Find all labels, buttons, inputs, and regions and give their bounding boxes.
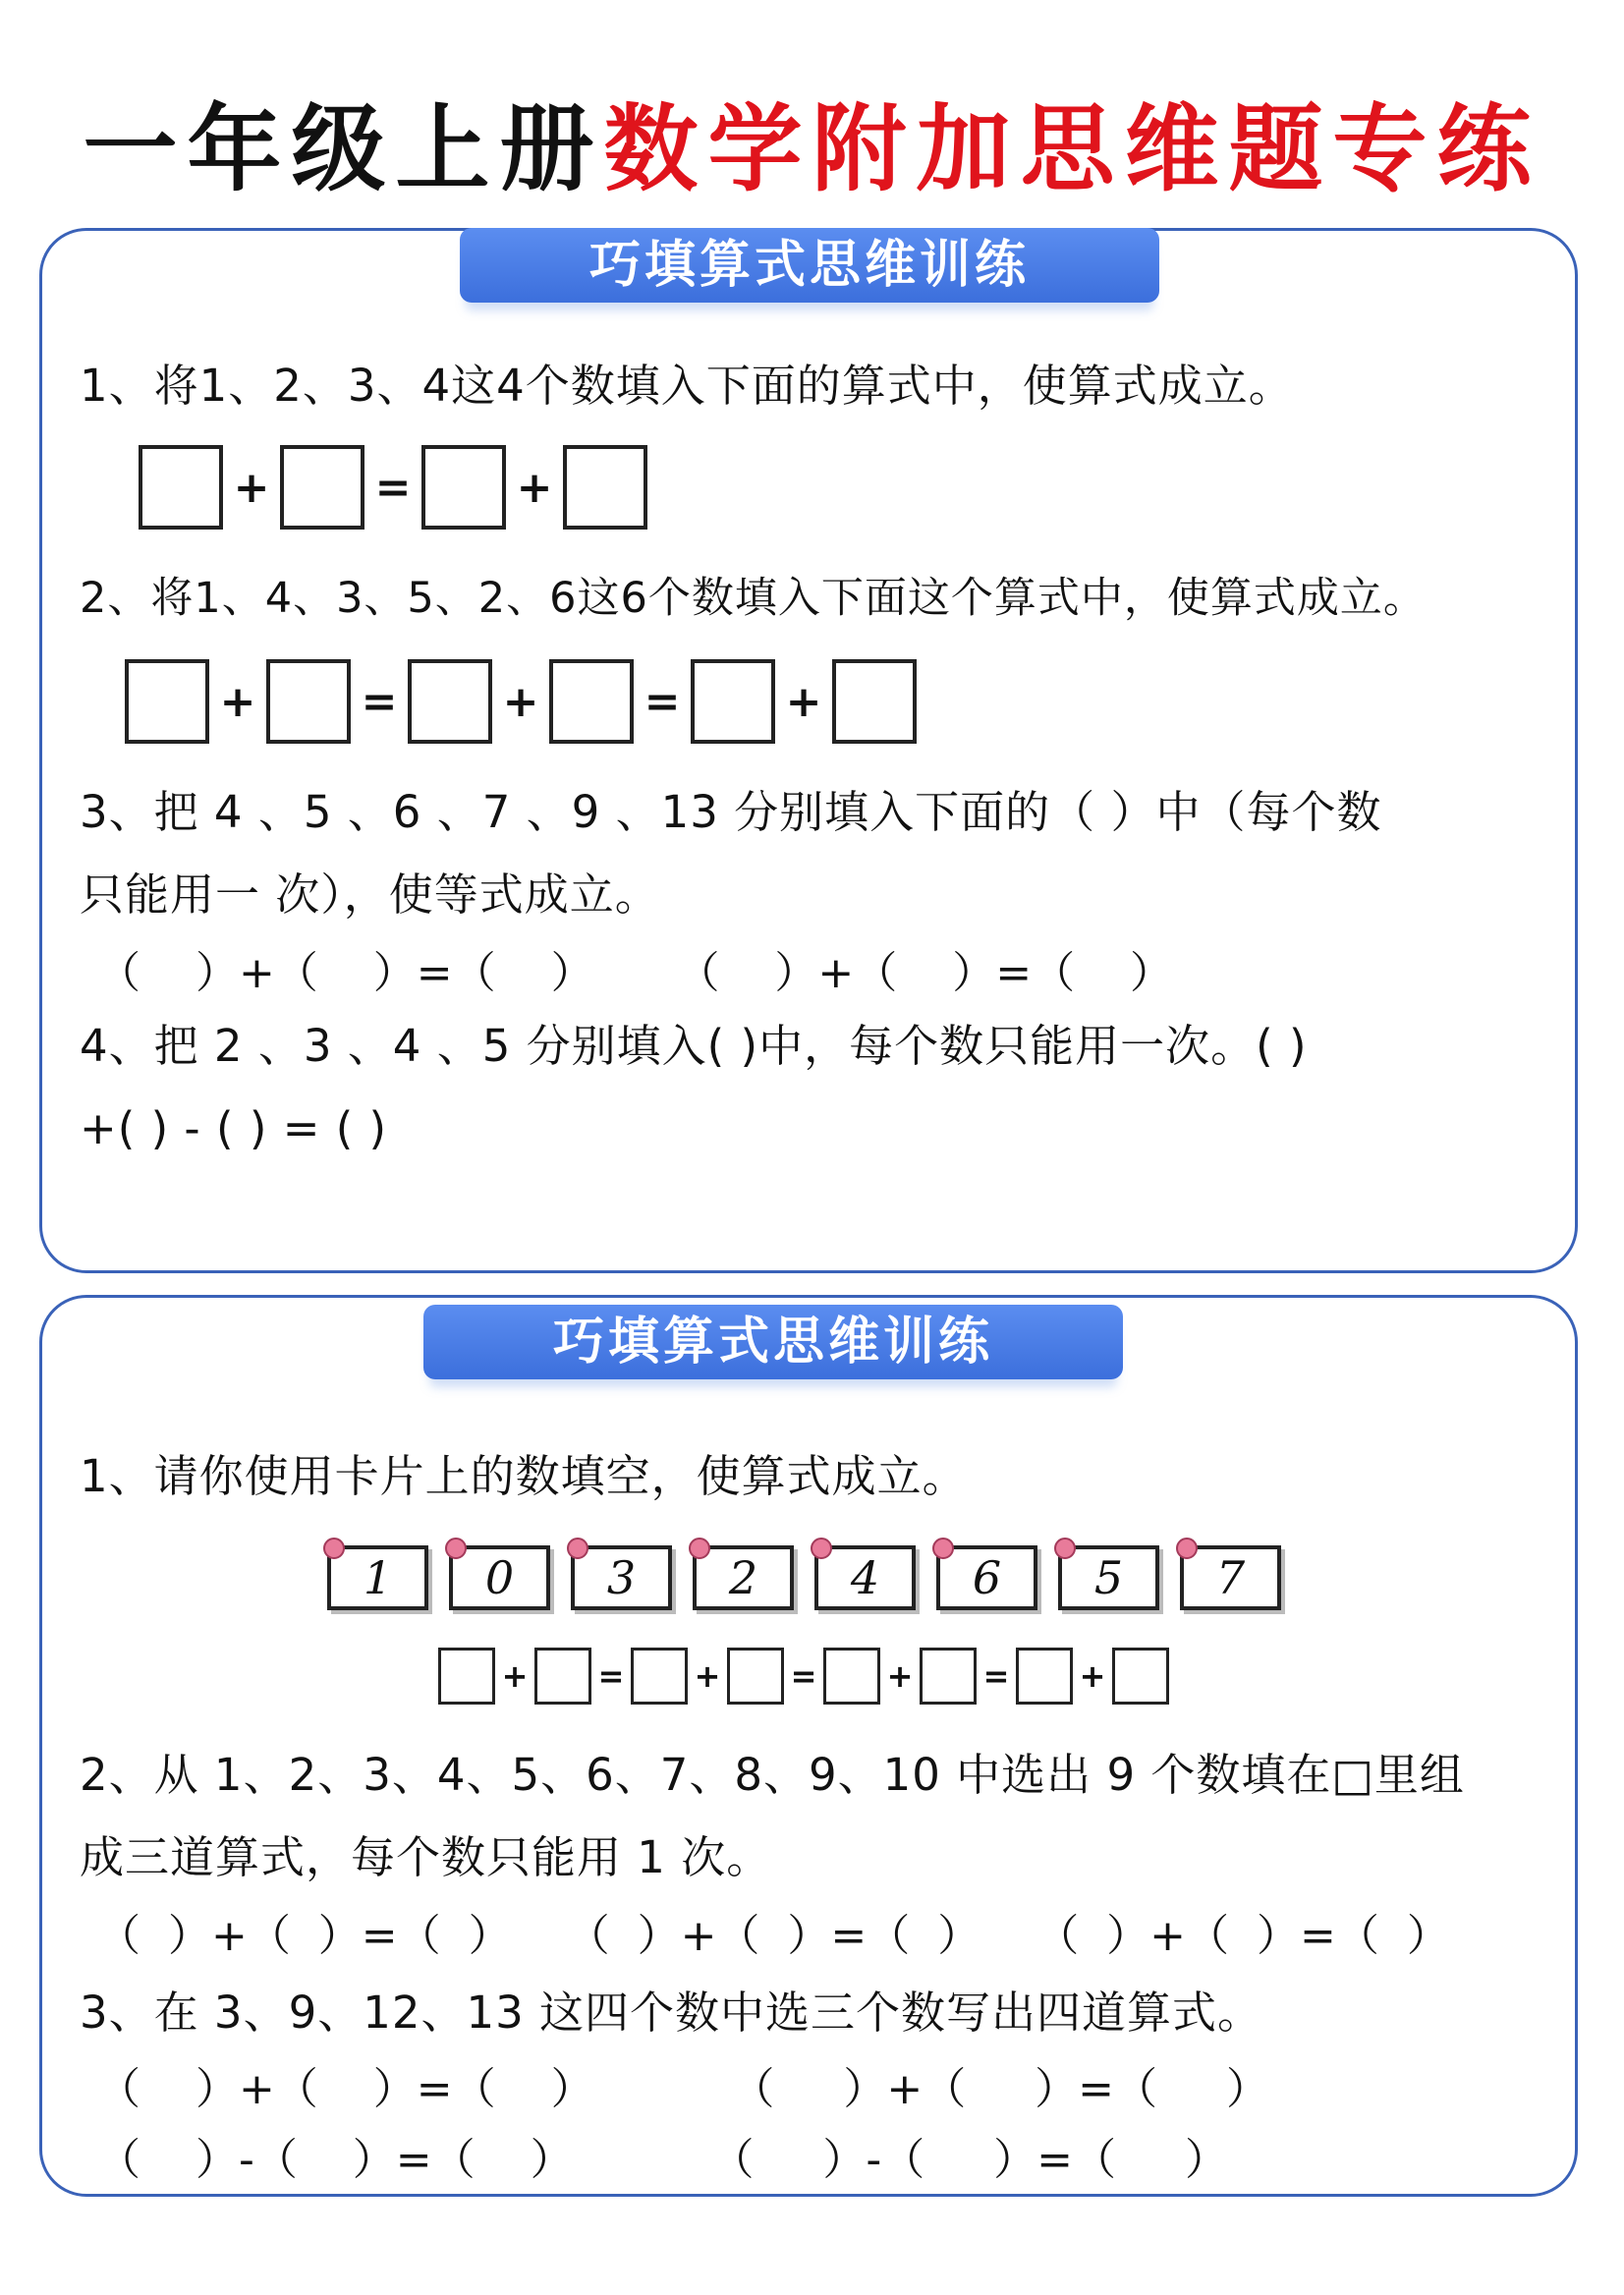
answer-box[interactable] (139, 445, 223, 530)
pin-icon (445, 1538, 467, 1559)
answer-box[interactable] (1016, 1648, 1073, 1705)
card-value: 3 (606, 1551, 637, 1604)
operator: + (233, 462, 270, 513)
number-card[interactable] (693, 1545, 794, 1610)
pin-icon (1176, 1538, 1198, 1559)
pin-icon (567, 1538, 588, 1559)
answer-box[interactable] (727, 1648, 784, 1705)
operator: + (785, 676, 822, 727)
question-2-line-1: 2、从 1、2、3、4、5、6、7、8、9、10 中选出 9 个数填在□里组 (80, 1749, 1465, 1801)
number-card[interactable] (327, 1545, 428, 1610)
answer-box[interactable] (631, 1648, 688, 1705)
answer-box[interactable] (534, 1648, 591, 1705)
question-3-line-1: 3、把 4 、5 、6 、7 、9 、13 分别填入下面的（ ）中（每个数 (80, 786, 1382, 838)
operator: + (1079, 1657, 1106, 1695)
operator: + (694, 1657, 721, 1695)
answer-box[interactable] (438, 1648, 495, 1705)
equation-q3-sub: （ ）-（ ）=（ ） （ ）-（ ）=（ ） (97, 2135, 1228, 2185)
answer-box[interactable] (691, 659, 775, 744)
operator: = (644, 676, 681, 727)
operator: + (886, 1657, 914, 1695)
operator: = (982, 1657, 1010, 1695)
pin-icon (323, 1538, 345, 1559)
equation-q1 (139, 445, 647, 530)
operator: = (361, 676, 398, 727)
equation-q2: （ ）+（ ）=（ ） （ ）+（ ）=（ ） （ ）+（ ）=（ ） (97, 1911, 1450, 1961)
equation-q2 (125, 659, 917, 744)
operator: + (502, 676, 539, 727)
answer-box[interactable] (823, 1648, 880, 1705)
answer-box[interactable] (421, 445, 506, 530)
question-2-line-2: 成三道算式，每个数只能用 1 次。 (80, 1831, 772, 1883)
exercise-panel-1 (39, 228, 1578, 1273)
operator: + (516, 462, 553, 513)
card-value: 0 (484, 1551, 515, 1604)
number-card[interactable] (936, 1545, 1037, 1610)
section-banner: 巧填算式思维训练 (460, 228, 1159, 303)
number-card[interactable] (1180, 1545, 1281, 1610)
equation-cards (438, 1648, 1169, 1705)
section-banner: 巧填算式思维训练 (423, 1305, 1123, 1379)
number-card[interactable] (449, 1545, 550, 1610)
operator: = (374, 462, 412, 513)
question-4-line-1: 4、把 2 、3 、4 、5 分别填入( )中，每个数只能用一次。( ) (80, 1020, 1308, 1072)
card-value: 6 (972, 1551, 1002, 1604)
exercise-panel-2 (39, 1295, 1578, 2197)
answer-box[interactable] (266, 659, 351, 744)
title-black: 一年级上册 (83, 93, 604, 204)
operator: + (219, 676, 256, 727)
question-4-line-2: +( ) - ( ) = ( ) (80, 1102, 388, 1154)
question-2: 2、将1、4、3、5、2、6这6个数填入下面这个算式中，使算式成立。 (80, 574, 1427, 623)
page-title (0, 90, 1624, 208)
pin-icon (1054, 1538, 1076, 1559)
answer-box[interactable] (125, 659, 209, 744)
answer-box[interactable] (549, 659, 634, 744)
answer-box[interactable] (1112, 1648, 1169, 1705)
answer-box[interactable] (280, 445, 364, 530)
operator: + (501, 1657, 529, 1695)
number-card[interactable] (571, 1545, 672, 1610)
pin-icon (932, 1538, 954, 1559)
answer-box[interactable] (832, 659, 917, 744)
card-value: 7 (1215, 1551, 1246, 1604)
title-red: 数学附加思维题专练 (603, 93, 1541, 204)
question-3: 3、在 3、9、12、13 这四个数中选三个数写出四道算式。 (80, 1987, 1263, 2039)
equation-q3-add: （ ）+（ ）=（ ） （ ）+（ ）=（ ） (97, 2064, 1269, 2114)
card-value: 4 (850, 1551, 880, 1604)
number-card[interactable] (1058, 1545, 1159, 1610)
question-3-line-2: 只能用一 次），使等式成立。 (80, 868, 660, 921)
operator: = (790, 1657, 817, 1695)
question-1: 1、将1、2、3、4这4个数填入下面的算式中，使算式成立。 (80, 360, 1294, 412)
card-value: 2 (728, 1551, 758, 1604)
pin-icon (811, 1538, 832, 1559)
answer-box[interactable] (408, 659, 492, 744)
card-value: 1 (363, 1551, 393, 1604)
card-value: 5 (1093, 1551, 1124, 1604)
number-cards (327, 1545, 1302, 1610)
equation-q3: （ ）+（ ）=（ ） （ ）+（ ）=（ ） (97, 948, 1174, 998)
question-1: 1、请你使用卡片上的数填空，使算式成立。 (80, 1450, 968, 1502)
answer-box[interactable] (563, 445, 647, 530)
answer-box[interactable] (920, 1648, 977, 1705)
pin-icon (689, 1538, 710, 1559)
operator: = (597, 1657, 625, 1695)
number-card[interactable] (814, 1545, 916, 1610)
